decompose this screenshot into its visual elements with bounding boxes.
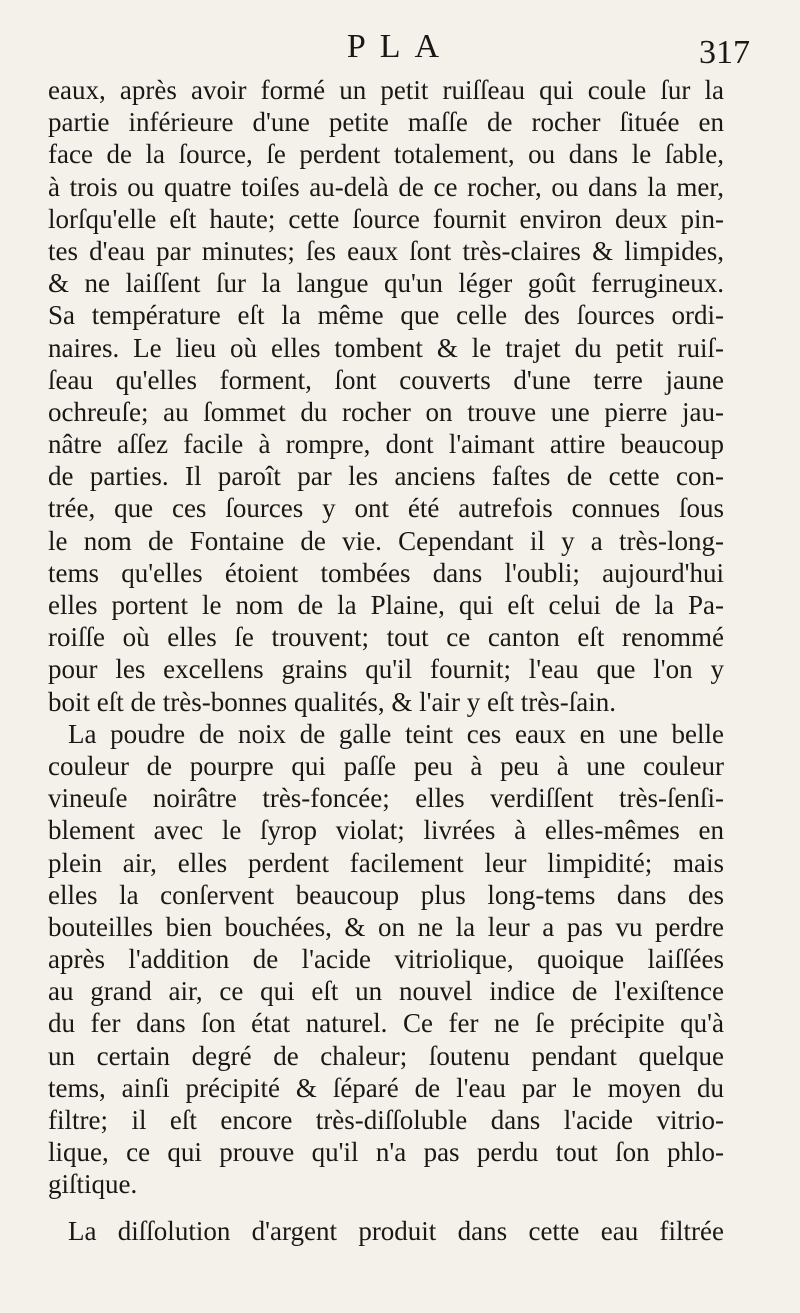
text-line: du fer dans ſon état naturel. Ce fer ne ſe précipite qu'à: [48, 1008, 724, 1039]
text-line: partie inférieure d'une petite maſſe de rocher ſituée en: [48, 107, 724, 138]
paragraph-3: [48, 1215, 724, 1247]
text-line: eaux, après avoir formé un petit ruiſſeau qui coule ſur la: [48, 75, 724, 105]
text-line: boit eſt de très-bonnes qualités, & l'air y eſt très-ſain.: [48, 686, 616, 717]
running-head: PLA: [346, 28, 454, 65]
paragraph-spacer: [48, 1201, 724, 1215]
text-line: elles la conſervent beaucoup plus long-tems dans des: [48, 879, 724, 910]
text-line: nâtre aſſez facile à rompre, dont l'aimant attire beaucoup: [48, 429, 724, 460]
text-line: à trois ou quatre toiſes au-delà de ce rocher, ou dans la mer,: [48, 171, 724, 202]
text-line: elles portent le nom de la Plaine, qui eſt celui de la Pa-: [48, 590, 724, 620]
text-line: un certain degré de chaleur; ſoutenu pendant quelque: [48, 1040, 724, 1071]
page-header: [0, 28, 800, 76]
text-line: filtre; il eſt encore très-diſſoluble dans l'acide vitrio-: [48, 1105, 724, 1135]
text-line: La diſſolution d'argent produit dans cette eau filtrée: [68, 1215, 724, 1246]
text-line: vineuſe noirâtre très-foncée; elles verdiſſent très-ſenſi-: [48, 783, 724, 814]
text-line: blement avec le ſyrop violat; livrées à elles-mêmes en: [48, 815, 724, 846]
text-line: lique, ce qui prouve qu'il n'a pas perdu tout ſon phlo-: [48, 1137, 724, 1168]
text-line: tes d'eau par minutes; ſes eaux ſont très-claires & limpides,: [48, 235, 724, 266]
paragraph-2: [48, 718, 724, 1201]
page-number: 317: [699, 34, 750, 71]
text-line: ochreuſe; au ſommet du rocher on trouve une pierre jau-: [48, 396, 724, 427]
body-text: [48, 74, 724, 1247]
text-line: ſeau qu'elles forment, ſont couverts d'une terre jaune: [48, 364, 724, 395]
text-line: lorſqu'elle eſt haute; cette ſource fournit environ deux pin-: [48, 203, 724, 234]
text-line: bouteilles bien bouchées, & on ne la leur a pas vu perdre: [48, 911, 724, 942]
text-line: pour les excellens grains qu'il fournit; l'eau que l'on y: [48, 654, 724, 685]
text-line: & ne laiſſent ſur la langue qu'un léger goût ferrugineux.: [48, 268, 724, 299]
text-line: La poudre de noix de galle teint ces eaux en une belle: [68, 718, 724, 749]
text-line: giſtique.: [48, 1169, 138, 1200]
text-line: naires. Le lieu où elles tombent & le trajet du petit ruiſ-: [48, 332, 724, 363]
text-line: après l'addition de l'acide vitriolique, quoique laiſſées: [48, 944, 724, 975]
text-line: Sa température eſt la même que celle des ſources ordi-: [48, 300, 724, 331]
text-line: le nom de Fontaine de vie. Cependant il y a très-long-: [48, 525, 724, 556]
paragraph-1: [48, 74, 724, 718]
text-line: tems, ainſi précipité & ſéparé de l'eau par le moyen du: [48, 1072, 724, 1103]
text-line: tems qu'elles étoient tombées dans l'oubli; aujourd'hui: [48, 557, 724, 588]
text-line: couleur de pourpre qui paſſe peu à peu à une couleur: [48, 750, 724, 781]
text-line: trée, que ces ſources y ont été autrefois connues ſous: [48, 493, 724, 524]
text-line: au grand air, ce qui eſt un nouvel indice de l'exiſtence: [48, 976, 724, 1007]
text-line: face de la ſource, ſe perdent totalement, ou dans le ſable,: [48, 139, 724, 170]
text-line: de parties. Il paroît par les anciens faſtes de cette con-: [48, 461, 724, 492]
text-line: roiſſe où elles ſe trouvent; tout ce canton eſt renommé: [48, 622, 724, 653]
text-line: plein air, elles perdent facilement leur limpidité; mais: [48, 847, 724, 878]
